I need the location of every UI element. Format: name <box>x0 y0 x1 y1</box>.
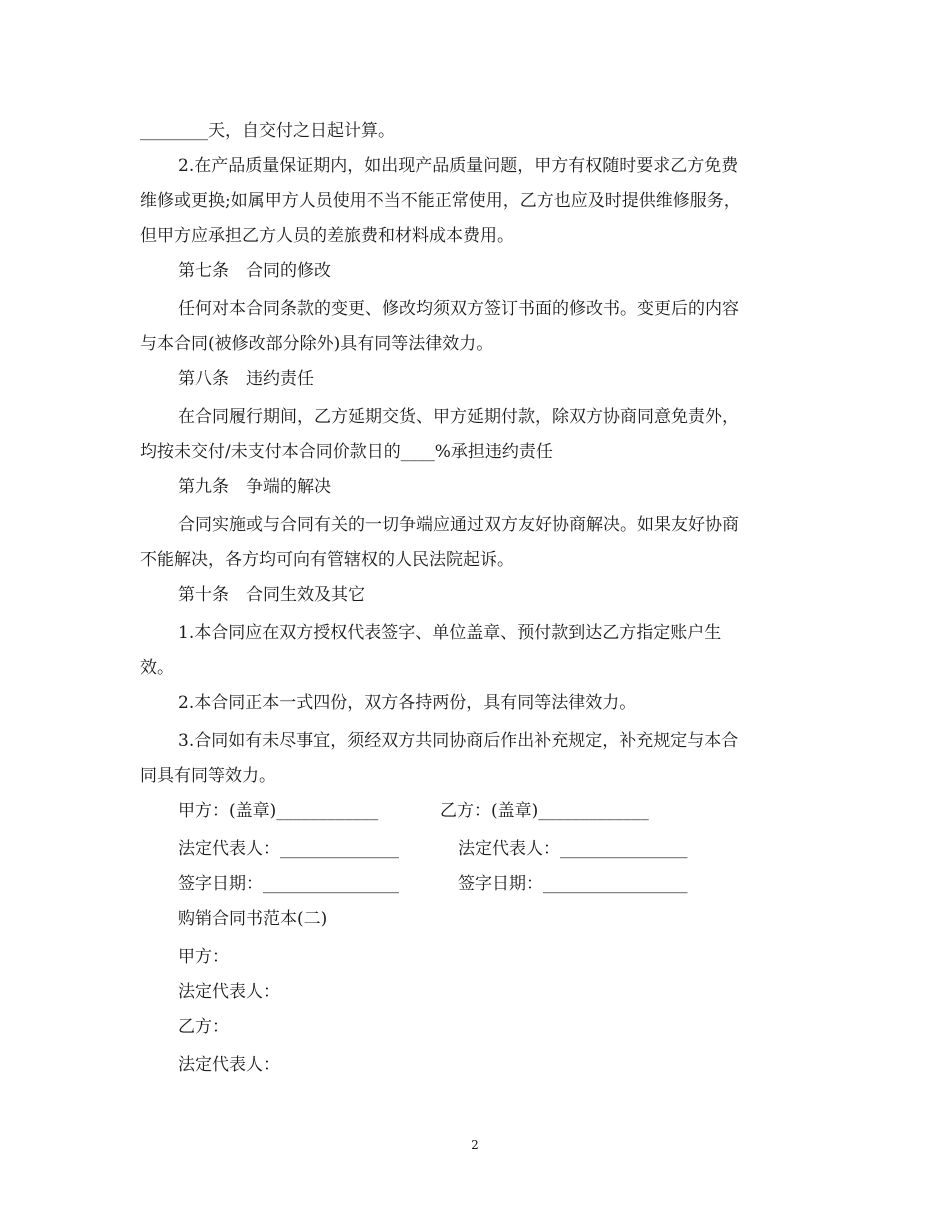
paragraph-line: 效。 <box>140 658 174 678</box>
paragraph-line: 任何对本合同条款的变更、修改均须双方签订书面的修改书。变更后的内容 <box>178 299 739 319</box>
signature-party-b: 乙方：(盖章)_____________ <box>440 801 649 821</box>
signature-party-a: 甲方：(盖章)____________ <box>178 801 379 821</box>
paragraph-line: 但甲方应承担乙方人员的差旅费和材料成本费用。 <box>140 226 514 246</box>
article-heading: 第十条 合同生效及其它 <box>178 585 365 605</box>
article-heading: 第八条 违约责任 <box>178 369 314 389</box>
paragraph-line: 1.本合同应在双方授权代表签字、单位盖章、预付款到达乙方指定账户生 <box>178 623 722 643</box>
second-contract-party-a: 甲方： <box>178 947 229 967</box>
paragraph-line: 同具有同等效力。 <box>140 766 276 786</box>
signature-date-a: 签字日期：________________ <box>178 874 399 894</box>
article-heading: 第七条 合同的修改 <box>178 261 331 281</box>
paragraph-line: ________天，自交付之日起计算。 <box>140 121 395 141</box>
paragraph-line: 不能解决，各方均可向有管辖权的人民法院起诉。 <box>140 550 514 570</box>
second-contract-title: 购销合同书范本(二) <box>178 909 328 929</box>
second-contract-party-b: 乙方： <box>178 1017 229 1037</box>
paragraph-line: 在合同履行期间，乙方延期交货、甲方延期付款，除双方协商同意免责外， <box>178 407 739 427</box>
page-number: 2 <box>471 1138 479 1152</box>
paragraph-line: 与本合同(被修改部分除外)具有同等法律效力。 <box>140 334 494 354</box>
second-contract-rep-a: 法定代表人： <box>178 982 280 1002</box>
article-heading: 第九条 争端的解决 <box>178 477 331 497</box>
paragraph-line: 维修或更换;如属甲方人员使用不当不能正常使用，乙方也应及时提供维修服务， <box>140 191 741 211</box>
paragraph-line: 均按未交付/未支付本合同价款日的____%承担违约责任 <box>140 442 553 462</box>
paragraph-line: 合同实施或与合同有关的一切争端应通过双方友好协商解决。如果友好协商 <box>178 515 739 535</box>
signature-rep-b: 法定代表人：_______________ <box>458 839 688 859</box>
second-contract-rep-b: 法定代表人： <box>178 1055 280 1075</box>
paragraph-line: 2.本合同正本一式四份，双方各持两份，具有同等法律效力。 <box>178 693 637 713</box>
signature-rep-a: 法定代表人：______________ <box>178 839 399 859</box>
paragraph-line: 2.在产品质量保证期内，如出现产品质量问题，甲方有权随时要求乙方免费 <box>178 156 739 176</box>
signature-date-b: 签字日期：_________________ <box>458 874 688 894</box>
paragraph-line: 3.合同如有未尽事宜，须经双方共同协商后作出补充规定，补充规定与本合 <box>178 731 739 751</box>
